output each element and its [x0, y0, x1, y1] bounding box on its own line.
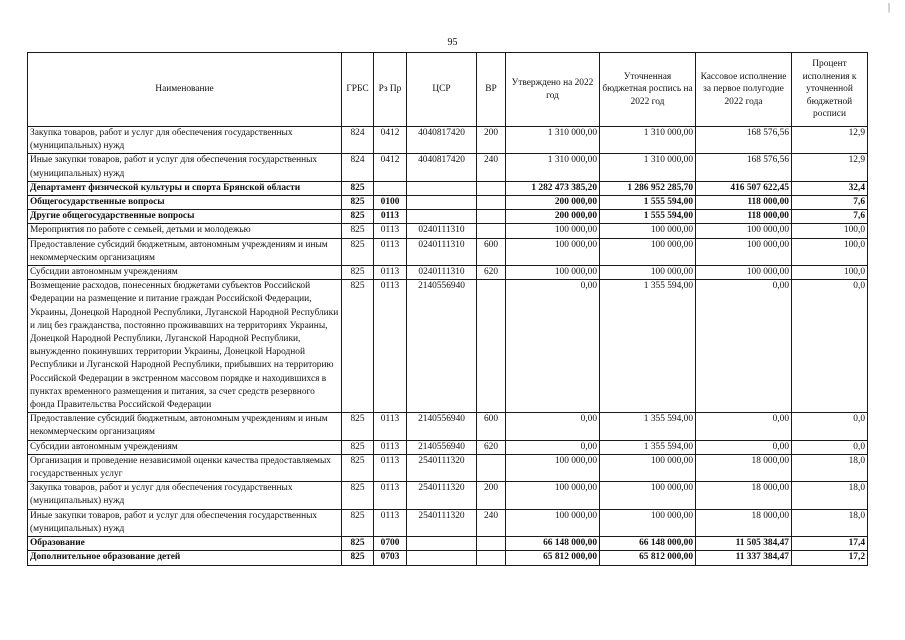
header-rzpr: Рз Пр: [374, 53, 407, 127]
cell-rzpr: 0113: [374, 440, 407, 454]
cell-csr: [407, 181, 477, 195]
cell-rzpr: [374, 181, 407, 195]
cell-grbs: 824: [342, 154, 374, 181]
cell-rzpr: 0113: [374, 454, 407, 481]
cell-rzpr: 0703: [374, 551, 407, 565]
cell-grbs: 825: [342, 551, 374, 565]
cell-percent: 12,9: [792, 154, 868, 181]
cell-refined: 100 000,00: [600, 509, 696, 536]
cell-vr: 200: [477, 482, 506, 509]
cell-cash: 118 000,00: [696, 210, 792, 224]
cell-refined: 1 355 594,00: [600, 413, 696, 440]
table-row: [28, 127, 868, 154]
cell-cash: 0,00: [696, 440, 792, 454]
cell-cash: 0,00: [696, 280, 792, 413]
cell-vr: 240: [477, 154, 506, 181]
cell-percent: 17,4: [792, 537, 868, 551]
cell-csr: 0240111310: [407, 238, 477, 265]
cell-cash: 168 576,56: [696, 127, 792, 154]
cell-percent: 32,4: [792, 181, 868, 195]
table-row: [28, 210, 868, 224]
cell-csr: 2540111320: [407, 509, 477, 536]
cell-csr: 0240111310: [407, 266, 477, 280]
cell-percent: 17,2: [792, 551, 868, 565]
cell-cash: 11 505 384,47: [696, 537, 792, 551]
cell-name: Субсидии автономным учреждениям: [28, 440, 342, 454]
cell-grbs: 825: [342, 238, 374, 265]
cell-approved: 100 000,00: [506, 266, 600, 280]
cell-refined: 100 000,00: [600, 238, 696, 265]
cell-grbs: 825: [342, 509, 374, 536]
header-csr: ЦСР: [407, 53, 477, 127]
cell-grbs: 825: [342, 280, 374, 413]
cell-vr: 620: [477, 266, 506, 280]
cell-csr: [407, 196, 477, 210]
cell-csr: 2140556940: [407, 440, 477, 454]
cell-name: Образование: [28, 537, 342, 551]
table-row: [28, 238, 868, 265]
table-row: [28, 266, 868, 280]
table-row: [28, 537, 868, 551]
cell-rzpr: 0113: [374, 509, 407, 536]
cell-csr: 2540111320: [407, 482, 477, 509]
cell-vr: 600: [477, 238, 506, 265]
cell-percent: 18,0: [792, 509, 868, 536]
cell-approved: 0,00: [506, 413, 600, 440]
page-number: 95: [447, 37, 458, 48]
cell-rzpr: 0412: [374, 127, 407, 154]
cell-name: Предоставление субсидий бюджетным, автономным учреждениям и иным некоммерческим организациям: [28, 238, 342, 265]
table-row: [28, 154, 868, 181]
cell-csr: 4040817420: [407, 154, 477, 181]
cell-csr: [407, 551, 477, 565]
table-row: [28, 440, 868, 454]
cell-grbs: 825: [342, 537, 374, 551]
cell-name: Иные закупки товаров, работ и услуг для обеспечения государственных (муниципальных) нужд: [28, 154, 342, 181]
cell-refined: 1 355 594,00: [600, 440, 696, 454]
header-cash: Кассовое исполнение за первое полугодие 2022 года: [696, 53, 792, 127]
cell-cash: 100 000,00: [696, 238, 792, 265]
cell-approved: 100 000,00: [506, 482, 600, 509]
cell-name: Субсидии автономным учреждениям: [28, 266, 342, 280]
cell-approved: 65 812 000,00: [506, 551, 600, 565]
cell-grbs: 825: [342, 440, 374, 454]
cell-approved: 0,00: [506, 440, 600, 454]
header-percent: Процент исполнения к уточненной бюджетной росписи: [792, 53, 868, 127]
cell-approved: 1 282 473 385,20: [506, 181, 600, 195]
cell-cash: 118 000,00: [696, 196, 792, 210]
cell-name: Другие общегосударственные вопросы: [28, 210, 342, 224]
cell-csr: [407, 537, 477, 551]
cell-refined: 65 812 000,00: [600, 551, 696, 565]
cell-rzpr: 0113: [374, 482, 407, 509]
cell-percent: 7,6: [792, 210, 868, 224]
cell-vr: [477, 551, 506, 565]
cell-approved: 1 310 000,00: [506, 127, 600, 154]
cell-name: Общегосударственные вопросы: [28, 196, 342, 210]
cell-rzpr: 0700: [374, 537, 407, 551]
cell-rzpr: 0100: [374, 196, 407, 210]
cell-cash: 100 000,00: [696, 224, 792, 238]
cell-csr: 4040817420: [407, 127, 477, 154]
table-row: [28, 482, 868, 509]
cell-cash: 18 000,00: [696, 454, 792, 481]
cell-grbs: 825: [342, 454, 374, 481]
cell-percent: 18,0: [792, 454, 868, 481]
table-row: [28, 181, 868, 195]
cell-rzpr: 0113: [374, 413, 407, 440]
cell-approved: 100 000,00: [506, 224, 600, 238]
cell-name: Дополнительное образование детей: [28, 551, 342, 565]
cell-name: Закупка товаров, работ и услуг для обеспечения государственных (муниципальных) нужд: [28, 127, 342, 154]
header-vr: ВР: [477, 53, 506, 127]
cell-percent: 0,0: [792, 280, 868, 413]
cell-vr: [477, 196, 506, 210]
table-row: [28, 413, 868, 440]
budget-table: [27, 52, 868, 566]
cell-rzpr: 0412: [374, 154, 407, 181]
cell-grbs: 825: [342, 224, 374, 238]
cell-csr: 2140556940: [407, 413, 477, 440]
cell-csr: [407, 210, 477, 224]
cell-grbs: 825: [342, 413, 374, 440]
table-header-row: [28, 53, 868, 127]
cell-name: Организация и проведение независимой оценки качества предоставляемых государственных услуг: [28, 454, 342, 481]
cell-vr: [477, 280, 506, 413]
header-approved: Утверждено на 2022 год: [506, 53, 600, 127]
cell-approved: 100 000,00: [506, 509, 600, 536]
cell-grbs: 825: [342, 181, 374, 195]
cell-approved: 200 000,00: [506, 210, 600, 224]
cell-percent: 12,9: [792, 127, 868, 154]
table-row: [28, 224, 868, 238]
cell-rzpr: 0113: [374, 280, 407, 413]
cell-vr: 620: [477, 440, 506, 454]
cell-percent: 7,6: [792, 196, 868, 210]
cell-name: Мероприятия по работе с семьей, детьми и молодежью: [28, 224, 342, 238]
cell-approved: 66 148 000,00: [506, 537, 600, 551]
cell-vr: [477, 537, 506, 551]
cell-approved: 1 310 000,00: [506, 154, 600, 181]
cell-refined: 100 000,00: [600, 224, 696, 238]
header-name: Наименование: [28, 53, 342, 127]
cell-cash: 416 507 622,45: [696, 181, 792, 195]
cell-vr: 600: [477, 413, 506, 440]
cell-name: Возмещение расходов, понесенных бюджетами субъектов Российской Федерации на размещение и питание граждан Российской Федерации, Украины, Донецкой Народной Республики, Луганской Народной Республики и лиц без гражданства, постоянно проживавших на территориях Украины, Донецкой Народной Республики, Луганской Народной Республики, вынужденно покинувших территории Украины, Донецкой Народной Республики и Луганской Народной Республики, прибывших на территорию Российской Федерации в экстренном массовом порядке и находившихся в пунктах временного размещения и питания, за счет средств резервного фонда Правительства Российской Федерации: [28, 280, 342, 413]
table-row: [28, 196, 868, 210]
cell-name: Предоставление субсидий бюджетным, автономным учреждениям и иным некоммерческим организациям: [28, 413, 342, 440]
cell-cash: 100 000,00: [696, 266, 792, 280]
cell-refined: 1 555 594,00: [600, 210, 696, 224]
cell-percent: 18,0: [792, 482, 868, 509]
table-row: [28, 551, 868, 565]
cell-name: Иные закупки товаров, работ и услуг для обеспечения государственных (муниципальных) нужд: [28, 509, 342, 536]
cell-vr: [477, 210, 506, 224]
cell-percent: 100,0: [792, 238, 868, 265]
cell-percent: 100,0: [792, 224, 868, 238]
cell-csr: 0240111310: [407, 224, 477, 238]
cell-cash: 18 000,00: [696, 482, 792, 509]
cell-refined: 1 355 594,00: [600, 280, 696, 413]
header-grbs: ГРБС: [342, 53, 374, 127]
cell-approved: 200 000,00: [506, 196, 600, 210]
cell-grbs: 825: [342, 266, 374, 280]
cell-refined: 1 555 594,00: [600, 196, 696, 210]
cell-refined: 1 310 000,00: [600, 154, 696, 181]
header-refined: Уточненная бюджетная роспись на 2022 год: [600, 53, 696, 127]
cell-grbs: 825: [342, 482, 374, 509]
cell-refined: 100 000,00: [600, 482, 696, 509]
cell-cash: 18 000,00: [696, 509, 792, 536]
cell-name: Департамент физической культуры и спорта Брянской области: [28, 181, 342, 195]
cell-refined: 1 286 952 285,70: [600, 181, 696, 195]
cell-csr: 2540111320: [407, 454, 477, 481]
cell-percent: 0,0: [792, 413, 868, 440]
cell-csr: 2140556940: [407, 280, 477, 413]
cell-vr: [477, 181, 506, 195]
table-row: [28, 280, 868, 413]
edge-mark: |: [888, 2, 891, 13]
table-row: [28, 454, 868, 481]
cell-refined: 100 000,00: [600, 454, 696, 481]
cell-rzpr: 0113: [374, 238, 407, 265]
cell-refined: 100 000,00: [600, 266, 696, 280]
cell-cash: 11 337 384,47: [696, 551, 792, 565]
cell-vr: [477, 454, 506, 481]
cell-refined: 66 148 000,00: [600, 537, 696, 551]
cell-cash: 0,00: [696, 413, 792, 440]
cell-approved: 100 000,00: [506, 454, 600, 481]
cell-grbs: 825: [342, 196, 374, 210]
cell-percent: 0,0: [792, 440, 868, 454]
cell-refined: 1 310 000,00: [600, 127, 696, 154]
cell-vr: 200: [477, 127, 506, 154]
cell-percent: 100,0: [792, 266, 868, 280]
cell-approved: 100 000,00: [506, 238, 600, 265]
cell-cash: 168 576,56: [696, 154, 792, 181]
cell-grbs: 824: [342, 127, 374, 154]
cell-approved: 0,00: [506, 280, 600, 413]
cell-rzpr: 0113: [374, 210, 407, 224]
cell-rzpr: 0113: [374, 224, 407, 238]
cell-vr: 240: [477, 509, 506, 536]
cell-name: Закупка товаров, работ и услуг для обеспечения государственных (муниципальных) нужд: [28, 482, 342, 509]
table-row: [28, 509, 868, 536]
cell-rzpr: 0113: [374, 266, 407, 280]
cell-vr: [477, 224, 506, 238]
cell-grbs: 825: [342, 210, 374, 224]
